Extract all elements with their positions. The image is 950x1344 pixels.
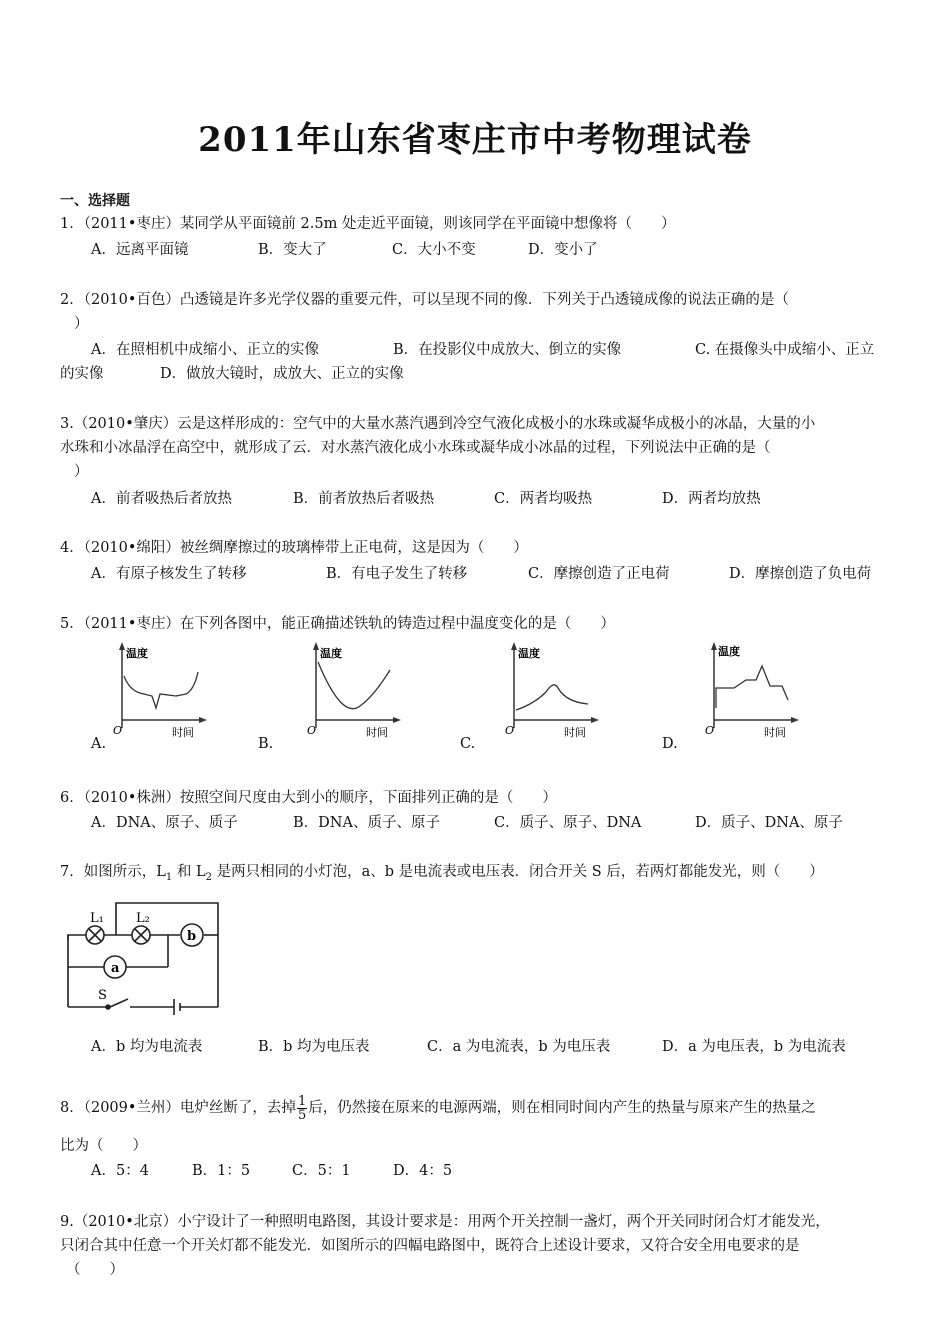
question-9-stem: 9.（2010•北京）小宁设计了一种照明电路图，其设计要求是：用两个开关控制一盏灯，两个开关同时闭合灯才能发光，: [60, 1214, 830, 1230]
fraction-denominator: 5: [297, 1107, 307, 1123]
graph-a-origin: O: [113, 724, 123, 737]
paper-title: 2011年山东省枣庄市中考物理试卷: [198, 120, 752, 160]
meter-b: b: [187, 929, 197, 944]
q1-option-d: D．变小了: [528, 242, 598, 258]
q6-option-c: C．质子、原子、DNA: [494, 815, 642, 831]
question-8-stem-cont: 比为（ ）: [60, 1138, 147, 1154]
q5-option-d: D.: [662, 736, 678, 752]
q7-option-a: A．b 均为电流表: [91, 1039, 203, 1055]
q7-stem-part2: 和 L: [172, 864, 206, 880]
q5-option-a: A.: [91, 736, 107, 752]
graph-d: [700, 640, 800, 740]
graph-a-xlabel: 时间: [172, 726, 194, 739]
q7-sub-2: 2: [205, 871, 212, 883]
graph-b-origin: O: [307, 724, 317, 737]
q3-option-b: B．前者放热后者吸热: [293, 491, 435, 507]
question-2-stem: 2．（2010•百色）凸透镜是许多光学仪器的重要元件，可以呈现不同的像．下列关于凸透镜成像的说法正确的是（: [60, 292, 789, 308]
question-4-stem: 4．（2010•绵阳）被丝绸摩擦过的玻璃棒带上正电荷，这是因为（ ）: [60, 540, 528, 556]
q2-option-a: A．在照相机中成缩小、正立的实像: [91, 342, 319, 358]
question-9-stem-cont: 只闭合其中任意一个开关灯都不能发光．如图所示的四幅电路图中，既符合上述设计要求，又符合安全用电要求的是: [60, 1238, 800, 1254]
q4-option-b: B．有电子发生了转移: [326, 566, 468, 582]
graph-a: [108, 640, 208, 740]
graph-c: [500, 640, 600, 740]
q6-option-a: A．DNA、原子、质子: [91, 815, 238, 831]
graph-d-ylabel: 温度: [718, 645, 740, 658]
label-l1: L₁: [90, 911, 104, 926]
q8-option-a: A．5：4: [91, 1163, 149, 1179]
question-6-stem: 6．（2010•株洲）按照空间尺度由大到小的顺序，下面排列正确的是（ ）: [60, 790, 557, 806]
question-2-stem-cont: ）: [74, 316, 89, 332]
q7-option-b: B．b 均为电压表: [258, 1039, 370, 1055]
q6-option-d: D．质子、DNA、原子: [695, 815, 843, 831]
switch-s: S: [98, 988, 107, 1003]
q1-option-a: A．远离平面镜: [91, 242, 189, 258]
fraction-one-fifth: [297, 1095, 307, 1122]
q7-option-c: C．a 为电流表，b 为电压表: [427, 1039, 611, 1055]
q1-option-c: C．大小不变: [392, 242, 476, 258]
q6-option-b: B．DNA、质子、原子: [293, 815, 440, 831]
q7-sub-1: 1: [165, 871, 173, 883]
q3-option-d: D．两者均放热: [662, 491, 761, 507]
fraction-numerator: 1: [297, 1093, 307, 1109]
q8-option-c: C．5：1: [292, 1163, 351, 1179]
q5-option-b: B.: [258, 736, 274, 752]
graph-c-xlabel: 时间: [564, 726, 586, 739]
question-3-stem-cont: 水珠和小冰晶浮在高空中，就形成了云．对水蒸汽液化成小水珠或凝华成小冰晶的过程，下列说法中正确的是（: [60, 440, 771, 456]
question-8-stem: [60, 1090, 816, 1126]
q3-option-c: C．两者均吸热: [494, 491, 593, 507]
graph-b: [302, 640, 402, 740]
question-3-stem: 3.（2010•肇庆）云是这样形成的：空气中的大量水蒸汽遇到冷空气液化成极小的水珠或凝华成极小的冰晶，大量的小: [60, 416, 816, 432]
q7-stem-part1: 7．如图所示，L: [60, 864, 166, 880]
question-1-stem: 1．（2011•枣庄）某同学从平面镜前 2.5m 处走近平面镜，则该同学在平面镜中想像将（ ）: [60, 216, 676, 232]
q4-option-d: D．摩擦创造了负电荷: [729, 566, 872, 582]
graph-d-origin: O: [705, 724, 715, 737]
q7-option-d: D．a 为电压表，b 为电流表: [662, 1039, 846, 1055]
circuit-diagram: [60, 895, 230, 1015]
q1-option-b: B．变大了: [258, 242, 327, 258]
graph-a-ylabel: 温度: [126, 647, 148, 660]
q8-option-b: B．1：5: [192, 1163, 251, 1179]
q2-option-c-cont: 的实像: [60, 366, 104, 382]
graph-b-ylabel: 温度: [320, 647, 342, 660]
q8-option-d: D．4：5: [393, 1163, 453, 1179]
q4-option-a: A．有原子核发生了转移: [91, 566, 247, 582]
q8-stem-part1: 8．（2009•兰州）电炉丝断了，去掉: [60, 1100, 296, 1116]
q4-option-c: C．摩擦创造了正电荷: [528, 566, 670, 582]
q2-option-c: C. 在摄像头中成缩小、正立: [695, 342, 875, 358]
q3-option-a: A．前者吸热后者放热: [91, 491, 232, 507]
question-7-stem: [60, 862, 824, 888]
graph-d-xlabel: 时间: [764, 726, 786, 739]
q5-option-c: C.: [460, 736, 476, 752]
q7-stem-part3: 是两只相同的小灯泡，a、b 是电流表或电压表．闭合开关 S 后，若两灯都能发光，则（ ）: [211, 864, 824, 880]
q2-option-d: D．做放大镜时，成放大、正立的实像: [160, 366, 404, 382]
question-5-stem: 5．（2011•枣庄）在下列各图中，能正确描述铁轨的铸造过程中温度变化的是（ ）: [60, 616, 615, 632]
section-heading: 一、选择题: [60, 193, 130, 209]
graph-c-ylabel: 温度: [518, 647, 540, 660]
graph-c-origin: O: [505, 724, 515, 737]
q2-option-b: B．在投影仪中成放大、倒立的实像: [393, 342, 622, 358]
question-3-stem-end: ）: [74, 464, 89, 480]
label-l2: L₂: [136, 911, 150, 926]
question-9-stem-end: （ ）: [66, 1262, 124, 1278]
q8-stem-part2: 后，仍然接在原来的电源两端，则在相同时间内产生的热量与原来产生的热量之: [308, 1100, 816, 1116]
meter-a: a: [111, 961, 120, 976]
graph-b-xlabel: 时间: [366, 726, 388, 739]
